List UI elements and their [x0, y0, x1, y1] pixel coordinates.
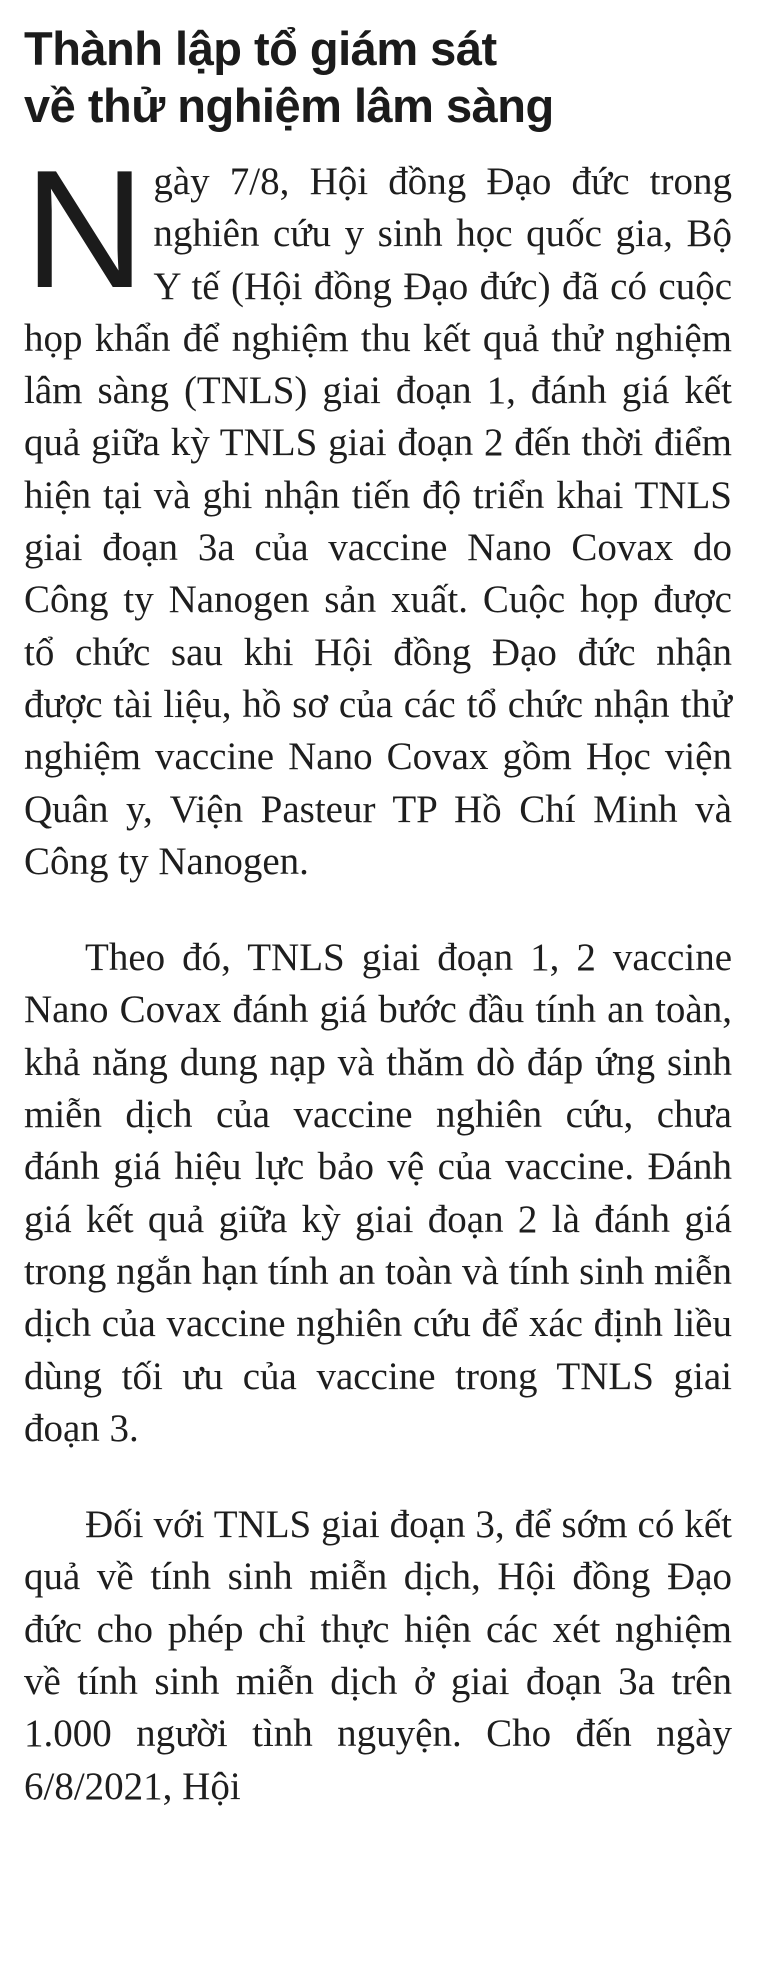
- paragraph-2: Theo đó, TNLS giai đoạn 1, 2 vaccine Nano Covax đánh giá bước đầu tính an toàn, khả năng dung nạp và thăm dò đáp ứng sinh miễn dịch của vaccine nghiên cứu, chưa đánh giá hiệu lực bảo vệ của vaccine. Đánh giá kết quả giữa kỳ giai đoạn 2 là đánh giá trong ngắn hạn tính an toàn và tính sinh miễn dịch của vaccine nghiên cứu để xác định liều dùng tối ưu của vaccine trong TNLS giai đoạn 3.: [24, 936, 732, 1450]
- paragraph-1-text: gày 7/8, Hội đồng Đạo đức trong nghiên cứu y sinh học quốc gia, Bộ Y tế (Hội đồng Đạo đức) đã có cuộc họp khẩn để nghiệm thu kết quả thử nghiệm lâm sàng (TNLS) giai đoạn 1, đánh giá kết quả giữa kỳ TNLS giai đoạn 2 đến thời điểm hiện tại và ghi nhận tiến độ triển khai TNLS giai đoạn 3a của vaccine Nano Covax do Công ty Nanogen sản xuất. Cuộc họp được tổ chức sau khi Hội đồng Đạo đức nhận được tài liệu, hồ sơ của các tổ chức nhận thử nghiệm vaccine Nano Covax gồm Học viện Quân y, Viện Pasteur TP Hồ Chí Minh và Công ty Nanogen.: [24, 160, 732, 883]
- headline-line-2: về thử nghiệm lâm sàng: [24, 79, 554, 132]
- paragraph-1: [24, 135, 732, 888]
- drop-cap: N: [24, 135, 142, 323]
- news-article: [24, 20, 732, 1857]
- paragraph-3: Đối với TNLS giai đoạn 3, để sớm có kết quả về tính sinh miễn dịch, Hội đồng Đạo đức cho phép chỉ thực hiện các xét nghiệm về tính sinh miễn dịch ở giai đoạn 3a trên 1.000 người tình nguyện. Cho đến ngày 6/8/2021, Hội: [24, 1503, 732, 1808]
- article-headline: [24, 20, 732, 134]
- article-body: [24, 135, 732, 1813]
- headline-line-1: Thành lập tổ giám sát: [24, 22, 497, 75]
